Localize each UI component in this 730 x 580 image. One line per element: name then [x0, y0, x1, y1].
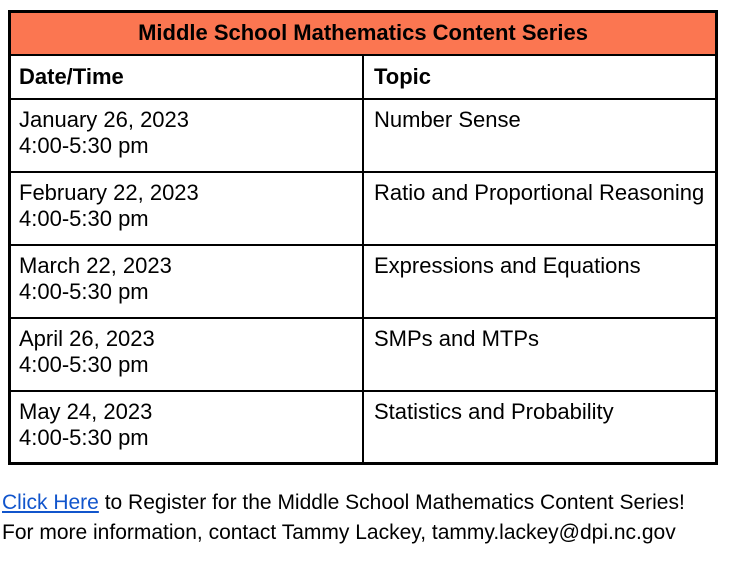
- session-topic-cell: Number Sense: [363, 99, 717, 172]
- register-line: [2, 488, 728, 518]
- session-date: May 24, 2023: [19, 398, 153, 424]
- session-date: April 26, 2023: [19, 325, 155, 351]
- table-row: [10, 99, 717, 172]
- contact-text: For more information, contact Tammy Lackey, tammy.lackey@dpi.nc.gov: [2, 521, 676, 544]
- session-date: January 26, 2023: [19, 106, 190, 132]
- column-header-date-time: Date/Time: [10, 55, 364, 99]
- session-datetime-cell: [10, 172, 364, 245]
- table-title: Middle School Mathematics Content Series: [10, 12, 717, 55]
- table-row: [10, 391, 717, 464]
- session-datetime-cell: [10, 391, 364, 464]
- session-time: 4:00-5:30 pm: [19, 278, 149, 304]
- session-time: 4:00-5:30 pm: [19, 424, 149, 450]
- session-datetime-cell: [10, 318, 364, 391]
- session-datetime-cell: [10, 99, 364, 172]
- title-row: [10, 12, 717, 55]
- session-time: 4:00-5:30 pm: [19, 132, 149, 158]
- table-row: [10, 172, 717, 245]
- session-time: 4:00-5:30 pm: [19, 351, 149, 377]
- register-text: to Register for the Middle School Mathematics Content Series!: [98, 491, 685, 514]
- footer: [2, 488, 728, 548]
- session-date: February 22, 2023: [19, 179, 199, 205]
- schedule-table: [8, 10, 718, 465]
- table-row: [10, 245, 717, 318]
- session-topic-cell: SMPs and MTPs: [363, 318, 717, 391]
- session-topic-cell: Ratio and Proportional Reasoning: [363, 172, 717, 245]
- session-date: March 22, 2023: [19, 252, 172, 278]
- column-header-topic: Topic: [363, 55, 717, 99]
- session-topic-cell: Statistics and Probability: [363, 391, 717, 464]
- session-time: 4:00-5:30 pm: [19, 205, 149, 231]
- session-topic-cell: Expressions and Equations: [363, 245, 717, 318]
- table-row: [10, 318, 717, 391]
- register-link[interactable]: Click Here: [2, 491, 99, 514]
- session-datetime-cell: [10, 245, 364, 318]
- column-header-row: [10, 55, 717, 99]
